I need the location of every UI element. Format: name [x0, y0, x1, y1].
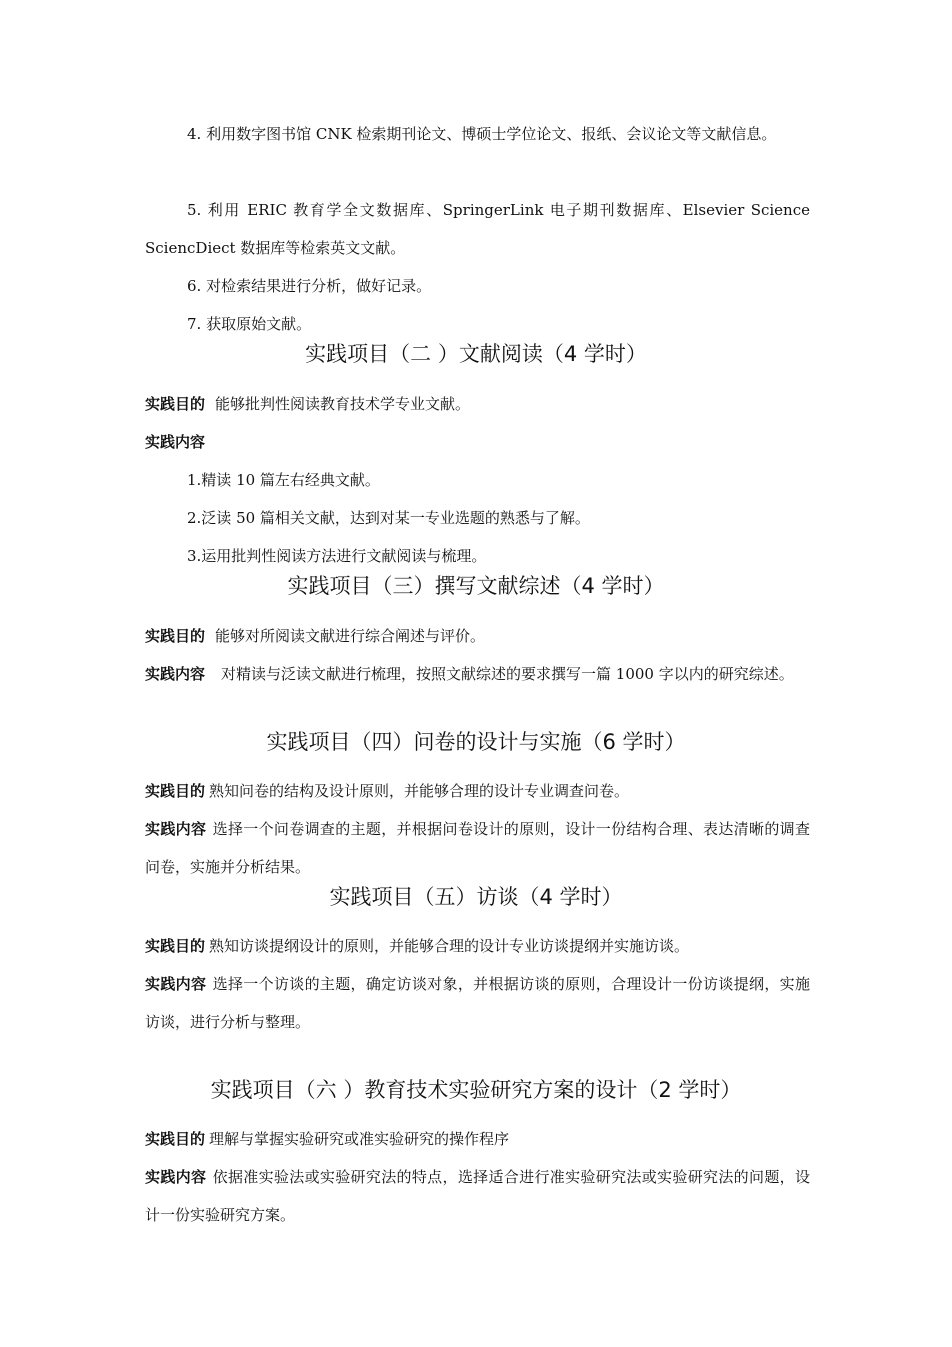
content-label: 实践内容	[145, 1168, 207, 1186]
project-3-content	[145, 655, 810, 693]
content-text: 依据准实验法或实验研究法的特点，选择适合进行准实验研究法或实验研究法的问题，设计一份实验研究方案。	[145, 1168, 810, 1224]
project-4-aim	[145, 772, 810, 810]
aim-text: 能够批判性阅读教育技术学专业文献。	[215, 395, 471, 413]
project-2-content-label	[145, 423, 810, 461]
list-item-4: 4. 利用数字图书馆 CNK 检索期刊论文、博硕士学位论文、报纸、会议论文等文献信息。	[187, 125, 777, 143]
content-label: 实践内容	[145, 820, 207, 838]
project-2-item-3: 3.运用批判性阅读方法进行文献阅读与梳理。	[187, 547, 487, 565]
content-label: 实践内容	[145, 433, 206, 451]
aim-text: 熟知访谈提纲设计的原则，并能够合理的设计专业访谈提纲并实施访谈。	[209, 937, 690, 955]
content-label: 实践内容	[145, 665, 206, 683]
project-2-aim	[145, 385, 810, 423]
list-item-5-line1: 5. 利用 ERIC 教育学全文数据库、SpringerLink 电子期刊数据库、Elsevier Science	[187, 201, 810, 219]
aim-label: 实践目的	[145, 782, 206, 800]
aim-text: 能够对所阅读文献进行综合阐述与评价。	[215, 627, 486, 645]
content-text: 选择一个访谈的主题，确定访谈对象，并根据访谈的原则，合理设计一份访谈提纲，实施访谈，进行分析与整理。	[145, 975, 810, 1031]
project-3-title: 实践项目（三）撰写文献综述（4 学时）	[287, 574, 665, 598]
aim-text: 熟知问卷的结构及设计原则，并能够合理的设计专业调查问卷。	[209, 782, 630, 800]
content-text: 对精读与泛读文献进行梳理，按照文献综述的要求撰写一篇 1000 字以内的研究综述。	[221, 665, 794, 683]
project-2-item-2: 2.泛读 50 篇相关文献，达到对某一专业选题的熟悉与了解。	[187, 509, 590, 527]
list-item-5-line2: SciencDiect 数据库等检索英文文献。	[145, 239, 406, 257]
project-2-title: 实践项目（二 ）文献阅读（4 学时）	[305, 342, 647, 366]
project-6-aim	[145, 1120, 810, 1158]
aim-label: 实践目的	[145, 1130, 206, 1148]
project-5-title: 实践项目（五）访谈（4 学时）	[329, 885, 623, 909]
aim-label: 实践目的	[145, 627, 206, 645]
list-item-7: 7. 获取原始文献。	[187, 315, 312, 333]
project-6-title: 实践项目（六 ）教育技术实验研究方案的设计（2 学时）	[210, 1078, 742, 1102]
aim-label: 实践目的	[145, 937, 206, 955]
project-4-content	[145, 810, 810, 886]
content-label: 实践内容	[145, 975, 207, 993]
aim-label: 实践目的	[145, 395, 206, 413]
list-item-6: 6. 对检索结果进行分析，做好记录。	[187, 277, 432, 295]
project-3-aim	[145, 617, 810, 655]
project-2-item-1: 1.精读 10 篇左右经典文献。	[187, 471, 380, 489]
project-4-title: 实践项目（四）问卷的设计与实施（6 学时）	[266, 730, 686, 754]
project-5-content	[145, 965, 810, 1041]
content-text: 选择一个问卷调查的主题，并根据问卷设计的原则，设计一份结构合理、表达清晰的调查问卷，实施并分析结果。	[145, 820, 810, 876]
project-6-content	[145, 1158, 810, 1234]
aim-text: 理解与掌握实验研究或准实验研究的操作程序	[209, 1130, 510, 1148]
project-5-aim	[145, 927, 810, 965]
